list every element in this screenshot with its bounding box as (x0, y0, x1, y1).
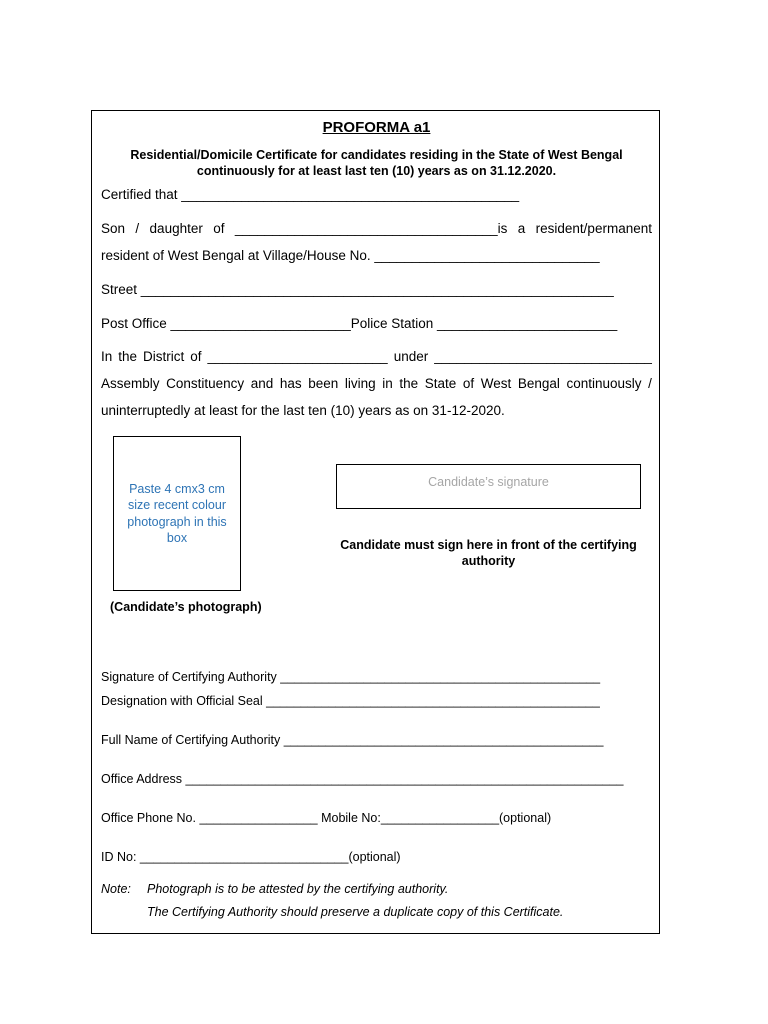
note-label: Note: (101, 882, 131, 896)
word: In (101, 349, 113, 364)
word: West (480, 376, 512, 391)
signature-note: Candidate must sign here in front of the certifying authority (340, 538, 637, 568)
certifying-signature-field[interactable]: Signature of Certifying Authority ______________________________________________ (101, 670, 601, 684)
word: under (393, 349, 429, 364)
street-field[interactable]: Street _______________________________________________________________ (101, 282, 614, 297)
photo-instruction-line: box (166, 531, 188, 545)
blank-district[interactable]: ________________________ (207, 349, 388, 364)
photo-instruction-line: size recent colour (128, 498, 226, 512)
photo-box[interactable] (113, 436, 241, 591)
office-address-field[interactable]: Office Address _______________________________________________________________ (101, 772, 624, 786)
word: daughter (149, 221, 203, 236)
photo-instructions (121, 481, 233, 547)
signature-placeholder: Candidate’s signature (428, 475, 549, 489)
word: of (190, 349, 202, 364)
word: Assembly (101, 376, 160, 391)
word: of (462, 376, 475, 391)
village-house-field[interactable]: resident of West Bengal at Village/House No. ______________________________ (101, 248, 600, 263)
designation-seal-field[interactable]: Designation with Official Seal ________________________________________________ (101, 694, 600, 708)
certificate-subtitle (92, 147, 661, 179)
signature-box[interactable] (336, 464, 641, 509)
word: a (517, 221, 526, 236)
photo-instruction-line: Paste 4 cmx3 cm (129, 481, 225, 496)
word: and (250, 376, 274, 391)
word: living (344, 376, 376, 391)
word: Son (101, 221, 126, 236)
photo-instruction-line: photograph in this (127, 514, 227, 529)
word: resident/permanent (535, 221, 652, 236)
subtitle-line-2: continuously for at least last ten (10) years as on 31.12.2020. (196, 164, 557, 178)
word: of (213, 221, 225, 236)
word: the (399, 376, 419, 391)
certified-that-field[interactable]: Certified that _____________________________________________ (101, 187, 520, 202)
subtitle-line-1: Residential/Domicile Certificate for candidates residing in the State of West Bengal (130, 148, 623, 162)
phone-mobile-field[interactable]: Office Phone No. _________________ Mobile No:_________________(optional) (101, 811, 552, 825)
id-no-field[interactable]: ID No: ______________________________(optional) (101, 850, 401, 864)
word: Constituency (166, 376, 245, 391)
blank-parent-name[interactable]: ___________________________________is (234, 221, 508, 236)
certificate-frame (91, 110, 660, 934)
son-daughter-field[interactable] (101, 221, 652, 236)
word: the (118, 349, 138, 364)
note-line-2: The Certifying Authority should preserve a duplicate copy of this Certificate. (147, 905, 564, 919)
blank-constituency[interactable]: _____________________________ (434, 349, 652, 364)
word: continuously (566, 376, 642, 391)
word: Bengal (517, 376, 560, 391)
post-office-police-station-field[interactable]: Post Office ________________________Police Station ________________________ (101, 316, 618, 331)
word: in (382, 376, 393, 391)
word: District (143, 349, 185, 364)
word: been (308, 376, 339, 391)
page-title: PROFORMA a1 (322, 119, 431, 136)
uninterrupted-line: uninterruptedly at least for the last ten (10) years as on 31-12-2020. (101, 403, 505, 418)
word: State (424, 376, 457, 391)
full-name-field[interactable]: Full Name of Certifying Authority ______________________________________________ (101, 733, 604, 747)
district-field[interactable] (101, 349, 652, 364)
word: has (279, 376, 302, 391)
word: / (648, 376, 652, 391)
photo-caption: (Candidate’s photograph) (110, 600, 262, 614)
note-line-1: Photograph is to be attested by the certifying authority. (147, 882, 449, 896)
assembly-line (101, 376, 652, 391)
word: / (135, 221, 140, 236)
